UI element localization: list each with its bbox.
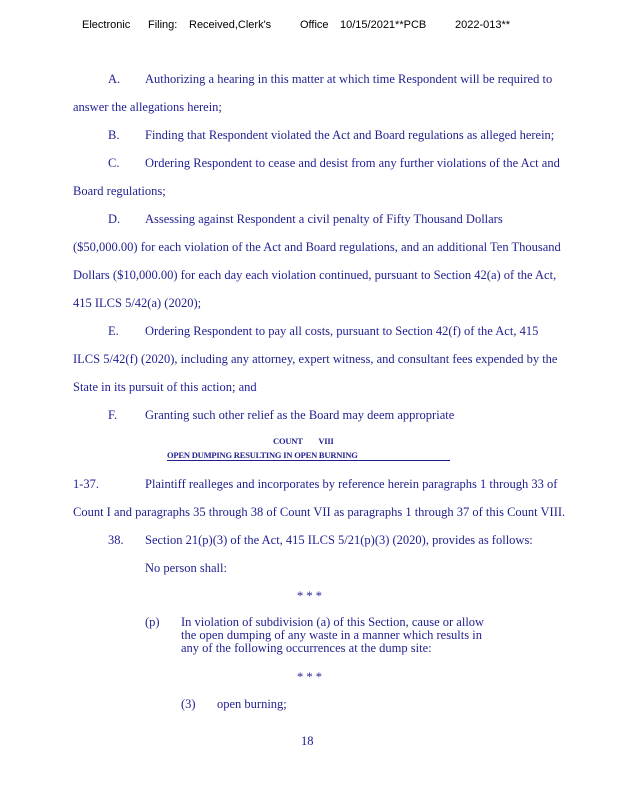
item-d-line: Assessing against Respondent a civil penalty of Fifty Thousand Dollars <box>145 212 503 226</box>
count-title: COUNT VIII <box>273 436 334 446</box>
quoted-line: any of the following occurrences at the dump site: <box>181 641 432 655</box>
item-d-letter: D. <box>108 212 121 226</box>
paragraph-line: No person shall: <box>145 561 227 575</box>
subsection-label: (p) <box>145 615 160 629</box>
item-c-letter: C. <box>108 156 120 170</box>
header-date: 10/15/2021**PCB <box>340 19 427 31</box>
paragraph-line: Section 21(p)(3) of the Act, 415 ILCS 5/21(p)(3) (2020), provides as follows: <box>145 533 533 547</box>
item-e-line: Ordering Respondent to pay all costs, pursuant to Section 42(f) of the Act, 415 <box>145 324 539 338</box>
paragraph-number: 1-37. <box>73 477 100 491</box>
item-a-line: Authorizing a hearing in this matter at which time Respondent will be required to <box>145 72 553 86</box>
paragraph-line: Count I and paragraphs 35 through 38 of Count VII as paragraphs 1 through 37 of this Count VIII. <box>73 505 566 519</box>
item-b-line: Finding that Respondent violated the Act and Board regulations as alleged herein; <box>145 128 555 142</box>
item-d-line: ($50,000.00) for each violation of the Act and Board regulations, and an additional Ten Thousand <box>73 240 561 254</box>
item-a-letter: A. <box>108 72 121 86</box>
ellipsis-stars: * * * <box>297 589 322 603</box>
count-subtitle: OPEN DUMPING RESULTING IN OPEN BURNING <box>167 450 358 460</box>
ellipsis-stars: * * * <box>297 670 322 684</box>
quoted-line: the open dumping of any waste in a manner which results in <box>181 628 482 642</box>
item-f-line: Granting such other relief as the Board may deem appropriate <box>145 408 455 422</box>
paragraph-line: Plaintiff realleges and incorporates by reference herein paragraphs 1 through 33 of <box>145 477 558 491</box>
paragraph-number: 38. <box>108 533 124 547</box>
header-office: Office <box>300 19 329 31</box>
item-d-line: 415 ILCS 5/42(a) (2020); <box>73 296 202 310</box>
item-text: open burning; <box>217 697 287 711</box>
item-a-line: answer the allegations herein; <box>73 100 222 114</box>
quoted-line: In violation of subdivision (a) of this Section, cause or allow <box>181 615 485 629</box>
item-e-line: State in its pursuit of this action; and <box>73 380 257 394</box>
header-electronic: Electronic <box>82 19 131 31</box>
item-e-line: ILCS 5/42(f) (2020), including any attorney, expert witness, and consultant fees expended by the <box>73 352 558 366</box>
page-number: 18 <box>301 734 314 748</box>
item-label: (3) <box>181 697 196 711</box>
header-received: Received,Clerk's <box>189 19 272 31</box>
item-d-line: Dollars ($10,000.00) for each day each violation continued, pursuant to Section 42(a) of the Act, <box>73 268 557 282</box>
item-e-letter: E. <box>108 324 119 338</box>
header-case-number: 2022-013** <box>455 19 511 31</box>
item-b-letter: B. <box>108 128 120 142</box>
item-f-letter: F. <box>108 408 118 422</box>
item-c-line: Board regulations; <box>73 184 166 198</box>
header-filing: Filing: <box>148 19 178 31</box>
count-underline <box>167 460 450 461</box>
item-c-line: Ordering Respondent to cease and desist from any further violations of the Act and <box>145 156 560 170</box>
